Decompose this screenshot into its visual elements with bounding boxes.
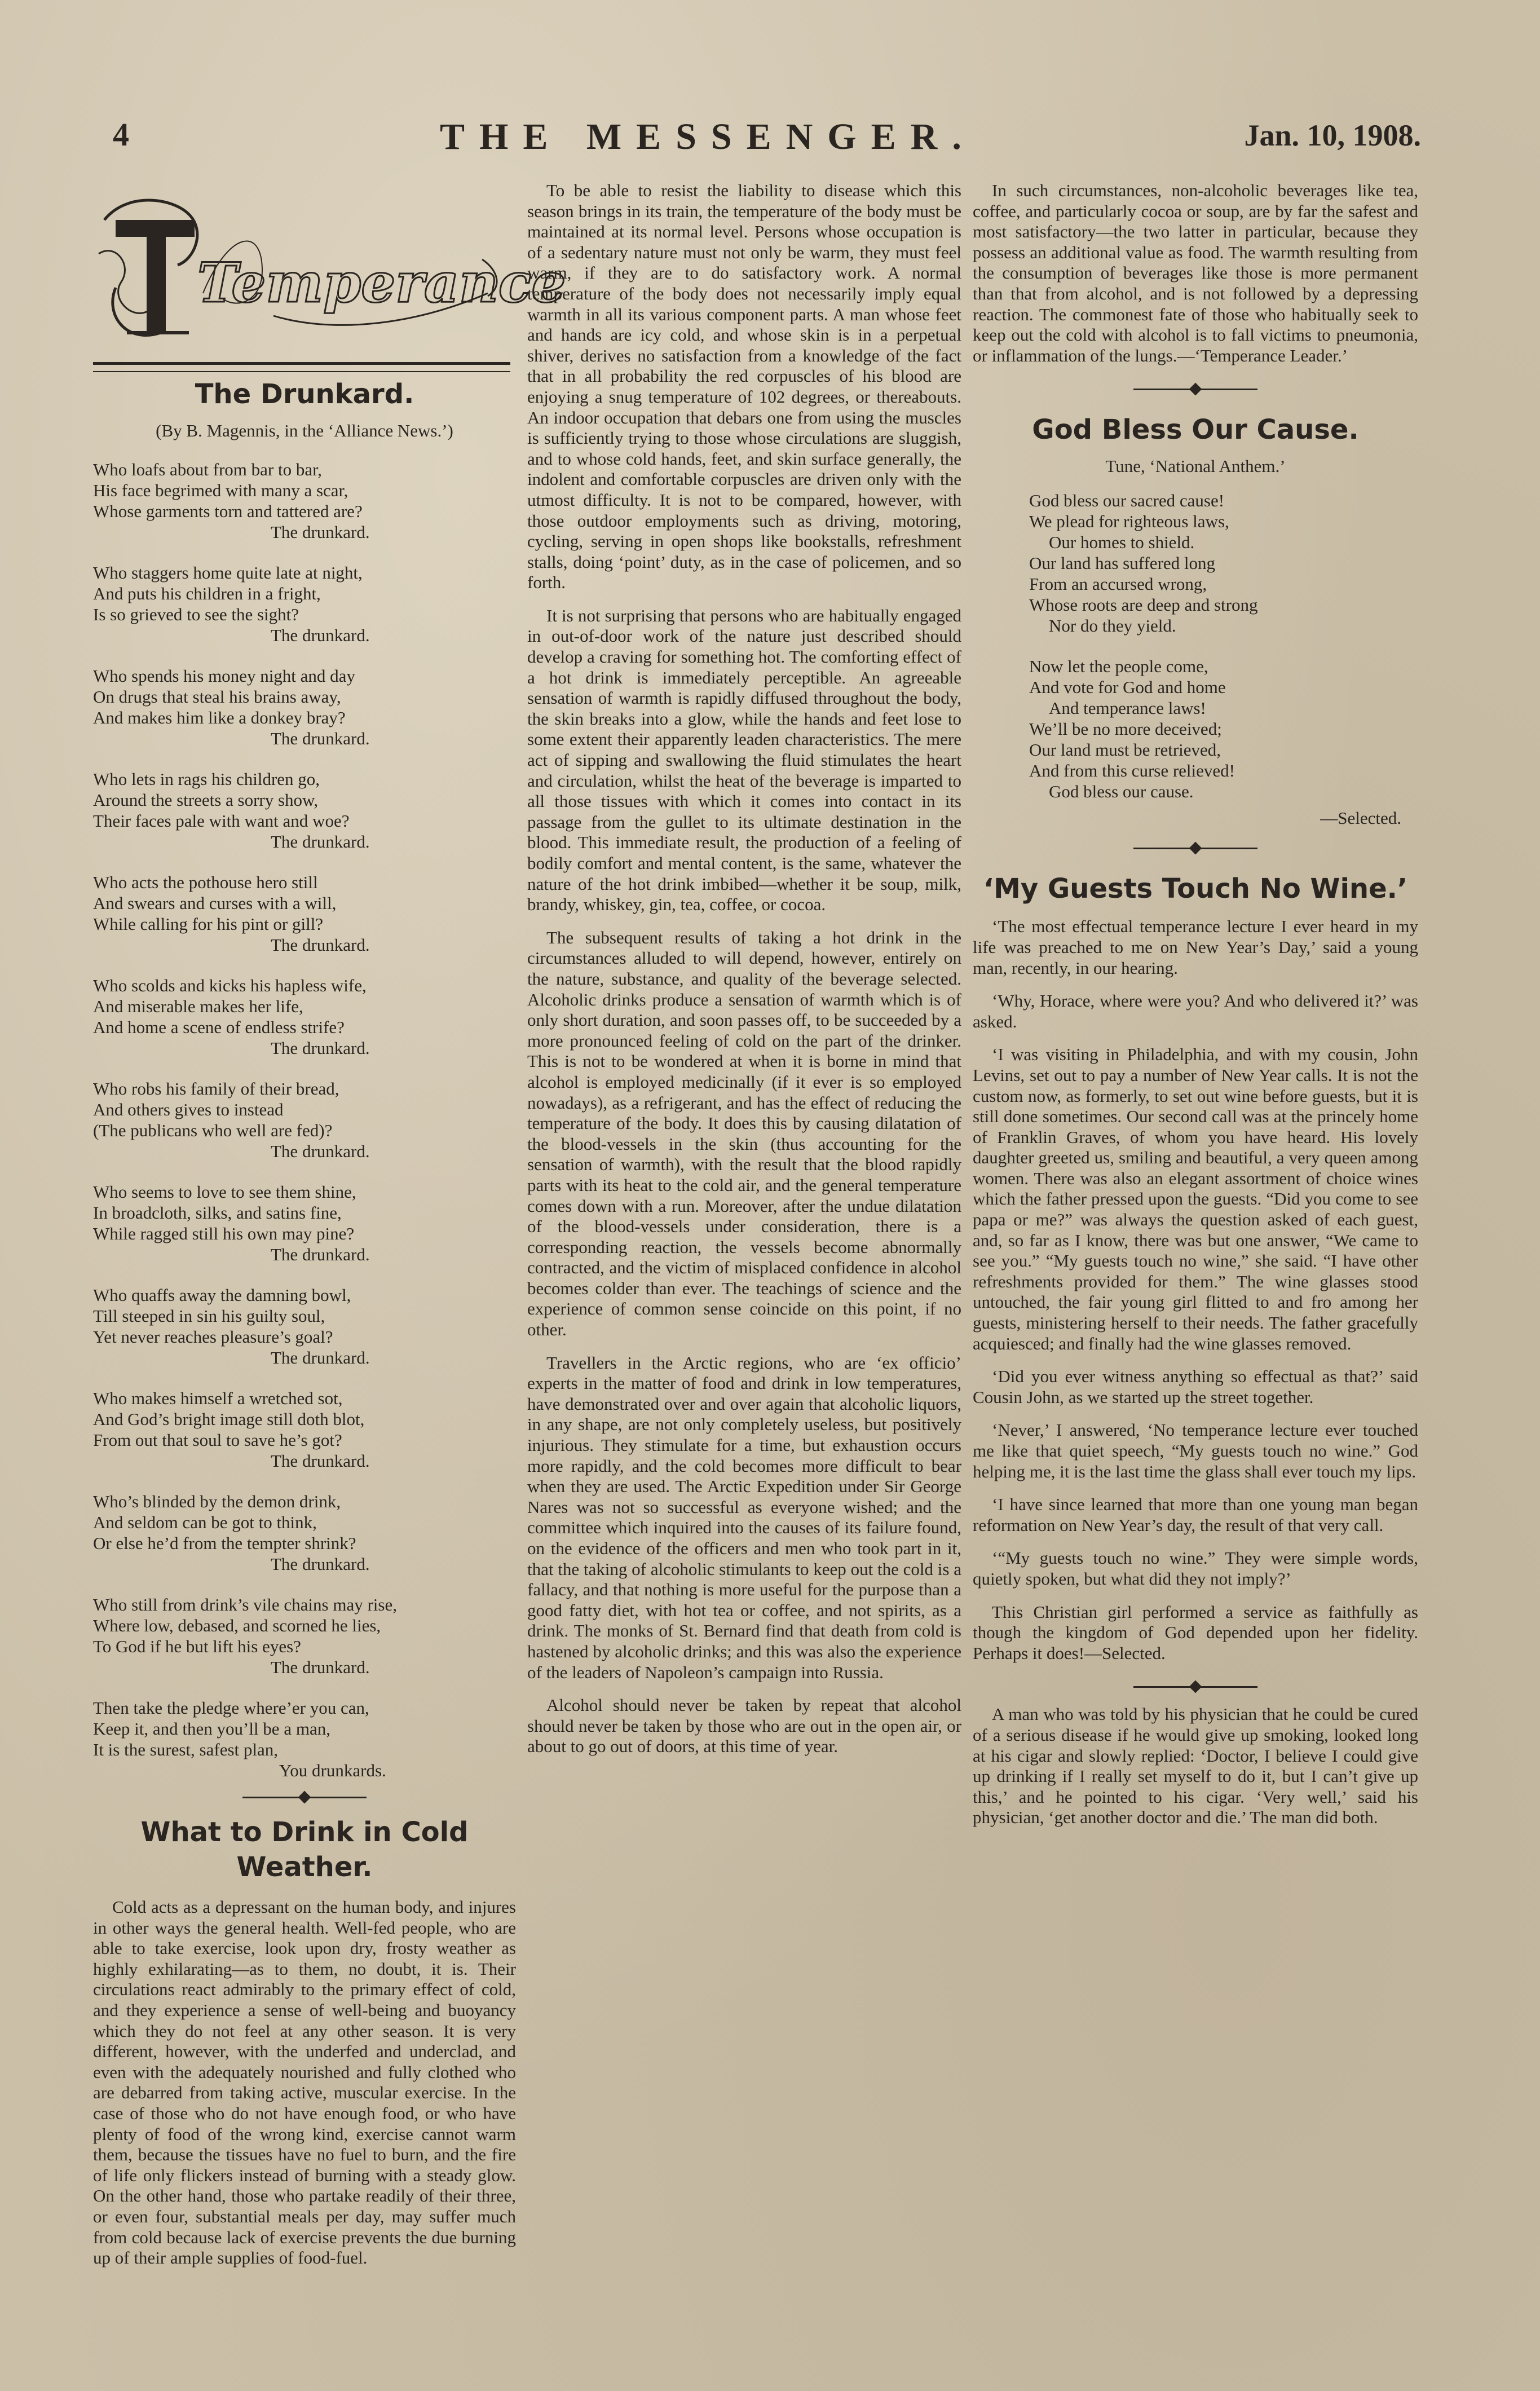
page-number: 4: [113, 116, 129, 153]
poem-line: And seldom can be got to think,: [93, 1512, 317, 1532]
poem-line: Their faces pale with want and woe?: [93, 811, 350, 831]
poem-line: Who still from drink’s vile chains may rise,: [93, 1595, 397, 1614]
poem-refrain: The drunkard.: [271, 1554, 370, 1574]
poem-refrain: The drunkard.: [271, 1348, 370, 1367]
section-divider: [1133, 1676, 1257, 1699]
poem-final-refrain: You drunkards.: [279, 1761, 386, 1780]
stanza-2: [93, 562, 516, 646]
poem-line: It is the surest, safest plan,: [93, 1740, 279, 1759]
hymn-stanza-2: [973, 656, 1418, 802]
paragraph: Alcohol should never be taken by repeat that alcohol should never be taken by those who are out in the open air, or about to go out of doors, at this time of year.: [527, 1695, 961, 1757]
poem-line: His face begrimed with many a scar,: [93, 480, 348, 500]
drink-title: What to Drink in Cold Weather.: [140, 1816, 469, 1883]
stanza-4: [93, 769, 516, 852]
poem-line: And makes him like a donkey bray?: [93, 708, 346, 727]
poem-line: Or else he’d from the tempter shrink?: [93, 1533, 356, 1553]
poem-line: And puts his children in a fright,: [93, 584, 321, 603]
hymn-line: Our homes to shield.: [1049, 532, 1195, 553]
drink-article-part-1: [93, 1897, 516, 2269]
paragraph: ‘Why, Horace, where were you? And who delivered it?’ was asked.: [973, 991, 1418, 1031]
poem-line: Who loafs about from bar to bar,: [93, 460, 322, 479]
poem-line: Who scolds and kicks his hapless wife,: [93, 976, 367, 995]
paragraph: ‘I have since learned that more than one young man began reformation on New Year’s day, the result of that very call.: [973, 1494, 1418, 1535]
poem-line: And God’s bright image still doth blot,: [93, 1409, 365, 1429]
hymn-line: We plead for righteous laws,: [1029, 511, 1229, 532]
newspaper-title: THE MESSENGER.: [440, 116, 976, 157]
column-3: [973, 180, 1418, 2216]
poem-line: Whose garments torn and tattered are?: [93, 501, 363, 521]
poem-line: In broadcloth, silks, and satins fine,: [93, 1203, 342, 1223]
column-1: [93, 180, 566, 2268]
guests-article: [973, 916, 1418, 1664]
hymn-credit: —Selected.: [1320, 808, 1401, 828]
stanza-6: [93, 975, 516, 1058]
hymn-line: Our land has suffered long: [1029, 553, 1216, 574]
issue-date: Jan. 10, 1908.: [1244, 118, 1421, 152]
stanza-9: [93, 1285, 516, 1368]
hymn-tune: Tune, ‘National Anthem.’: [1105, 456, 1286, 477]
poem-line: While ragged still his own may pine?: [93, 1224, 355, 1243]
poem-line: Then take the pledge where’er you can,: [93, 1698, 369, 1718]
poem-line: Is so grieved to see the sight?: [93, 605, 299, 624]
paragraph: The subsequent results of taking a hot drink in the circumstances alluded to will depend, however, entirely on the nature, substance, and quality of the beverage selected. Alcoholic drinks produce a sensation of warmth which is of only short duration, and soon passes off, to be succeeded by a more pronounced feeling of cold on the part of the drinker. This is not to be wondered at when it is borne in mind that alcohol is employed medicinally (if it ever is so employed nowadays), as a refrigerant, and has the effect of reducing the temperature of the body. It does this by causing dilatation of the blood-vessels in the skin (thus accounting for the sensation of warmth), with the result that the blood rapidly parts with its heat to the cold air, and the general temperature comes down with a run. Moreover, after the undue dilatation of the blood-vessels under consideration, there is a corresponding reaction, the vessels become abnormally contracted, and the victim of misplaced confidence in alcohol becomes colder than ever. The teachings of science and the experience of common sense coincide on this point, if no other.: [527, 927, 961, 1340]
stanza-8: [93, 1181, 516, 1265]
poem-line: And miserable makes her life,: [93, 996, 303, 1016]
paragraph: ‘The most effectual temperance lecture I ever heard in my life was preached to me on New Year’s Day,’ said a young man, recently, in our hearing.: [973, 916, 1418, 978]
poem-line: Around the streets a sorry show,: [93, 790, 319, 810]
hymn-line: And from this curse relieved!: [1029, 761, 1235, 781]
poem-line: Who acts the pothouse hero still: [93, 872, 318, 892]
stanza-final: [93, 1697, 516, 1781]
section-divider: [1133, 378, 1257, 401]
hymn-line: God bless our cause.: [1049, 782, 1194, 802]
poem-refrain: The drunkard.: [271, 832, 370, 852]
column-2: [527, 180, 961, 2216]
poem-refrain: The drunkard.: [271, 1038, 370, 1058]
stanza-7: [93, 1078, 516, 1162]
poem-line: While calling for his pint or gill?: [93, 914, 324, 934]
poem-refrain: The drunkard.: [271, 729, 370, 748]
poem-refrain: The drunkard.: [271, 1657, 370, 1677]
hymn-line: Nor do they yield.: [1049, 616, 1176, 636]
drunkard-title: The Drunkard.: [195, 378, 414, 410]
paragraph: In such circumstances, non-alcoholic beverages like tea, coffee, and particularly cocoa or soup, are by far the safest and most satisfactory—the two latter in particular, because they possess an additional value as food. The warmth resulting from the consumption of beverages like those is more permanent than that from alcohol, and is not followed by a depressing reaction. The commonest fate of those who habitually seek to keep out the cold with alcohol is to fall victims to pneumonia, or inflammation of the lungs.—‘Temperance Leader.’: [973, 180, 1418, 365]
hymn-line: Whose roots are deep and strong: [1029, 595, 1258, 615]
paragraph: ‘Never,’ I answered, ‘No temperance lecture ever touched me like that quiet speech, “My guests touch no wine.” God helping me, it is the last time the glass shall ever touch my lips.: [973, 1420, 1418, 1481]
stanza-3: [93, 665, 516, 749]
poem-line: Where low, debased, and scorned he lies,: [93, 1616, 381, 1635]
poem-line: And home a scene of endless strife?: [93, 1017, 345, 1037]
drunkard-poem: [93, 459, 516, 1781]
section-divider: [242, 1786, 367, 1809]
poem-line: Who quaffs away the damning bowl,: [93, 1285, 351, 1305]
poem-refrain: The drunkard.: [271, 1141, 370, 1161]
poem-line: To God if he but lift his eyes?: [93, 1636, 301, 1656]
stanza-5: [93, 872, 516, 955]
paragraph: This Christian girl performed a service as faithfully as though the kingdom of God depended upon her fidelity. Perhaps it does!—Selected.: [973, 1602, 1418, 1663]
hymn-line: And temperance laws!: [1049, 698, 1206, 718]
guests-title: ‘My Guests Touch No Wine.’: [983, 873, 1408, 905]
drink-article-part-2: [527, 180, 961, 1757]
poem-line: From out that soul to save he’s got?: [93, 1430, 342, 1450]
stanza-11: [93, 1491, 516, 1574]
poem-refrain: The drunkard.: [271, 1451, 370, 1471]
hymn-line: And vote for God and home: [1029, 677, 1226, 698]
drunkard-byline: (By B. Magennis, in the ‘Alliance News.’): [156, 421, 453, 440]
poem-line: And others gives to instead: [93, 1100, 284, 1119]
paragraph: A man who was told by his physician that he could be cured of a serious disease if he would give up smoking, looked long at his cigar and slowly replied: ‘Doctor, I believe I could give up drinking if I really set myself to do it, but I can’t give up this,’ and he pointed to his cigar. ‘Very well,’ said his physician, ‘get another doctor and die.’ The man did both.: [973, 1704, 1418, 1828]
stanza-12: [93, 1594, 516, 1678]
masthead-label: Temperance: [197, 251, 566, 315]
poem-refrain: The drunkard.: [271, 1245, 370, 1264]
paragraph: ‘Did you ever witness anything so effectual as that?’ said Cousin John, as we started up the street together.: [973, 1366, 1418, 1407]
temperance-logo-icon: [93, 180, 566, 375]
paragraph: ‘I was visiting in Philadelphia, and with my cousin, John Levins, set out to pay a number of New Year calls. It is not the custom now, as formerly, to set out wine before guests, but it is still done sometimes. Our second call was at the princely home of Franklin Graves, of whom you have heard. His lovely daughter greeted us, smiling and beautiful, a very queen among women. There was also an elegant assortment of choice wines which the father pressed upon the guests. “Did you come to see papa or me?” was always the question asked of each guest, and, so far as I know, there was but one answer, “We came to see you.” “My guests touch no wine,” she said. “I have other refreshments provided for them.” The wine glasses stood untouched, the fair young girl flitted to and fro among her guests, ministering herself to their needs. The father gracefully acquiesced; and finally had the wine glasses removed.: [973, 1044, 1418, 1353]
paragraph: It is not surprising that persons who are habitually engaged in out-of-door work of the nature just described should develop a craving for something hot. The comforting effect of a hot drink is immediately perceptible. An agreeable sensation of warmth is rapidly diffused throughout the body, the skin breaks into a glow, while the hands and feet lose to some extent their apparently leaden characteristics. The mere act of sipping and swallowing the fluid stimulates the heart and circulation, whilst the heat of the beverage is imparted to all those tissues with which it comes into contact in its passage from the gullet to its ultimate destination in the blood. This immediate result, the production of a feeling of bodily comfort and mental content, is the same, whatever the nature of the hot drink imbibed—whether it be soup, milk, brandy, whiskey, gin, tea, coffee, or cocoa.: [527, 605, 961, 915]
poem-line: Who’s blinded by the demon drink,: [93, 1492, 341, 1511]
poem-line: Keep it, and then you’ll be a man,: [93, 1719, 330, 1739]
poem-line: Yet never reaches pleasure’s goal?: [93, 1327, 333, 1347]
section-divider: [1133, 837, 1257, 860]
poem-refrain: The drunkard.: [271, 522, 370, 542]
poem-line: And swears and curses with a will,: [93, 893, 337, 913]
hymn-line: God bless our sacred cause!: [1029, 491, 1225, 511]
poem-line: Who lets in rags his children go,: [93, 769, 320, 789]
hymn-stanza-1: [973, 490, 1418, 636]
hymn-line: From an accursed wrong,: [1029, 574, 1207, 594]
poem-line: Who seems to love to see them shine,: [93, 1182, 356, 1202]
hymn-line: We’ll be no more deceived;: [1029, 719, 1222, 739]
hymn-line: Now let the people come,: [1029, 656, 1208, 677]
temperance-masthead: [93, 180, 566, 350]
stanza-1: [93, 459, 516, 542]
poem-line: Who makes himself a wretched sot,: [93, 1388, 343, 1408]
hymn-poem: [973, 490, 1418, 828]
poem-line: Who staggers home quite late at night,: [93, 563, 363, 583]
poem-line: (The publicans who well are fed)?: [93, 1120, 333, 1140]
paragraph: ‘“My guests touch no wine.” They were simple words, quietly spoken, but what did they not imply?’: [973, 1548, 1418, 1589]
stanza-10: [93, 1388, 516, 1471]
poem-line: Who spends his money night and day: [93, 666, 355, 686]
poem-line: On drugs that steal his brains away,: [93, 687, 341, 707]
poem-refrain: The drunkard.: [271, 625, 370, 645]
paragraph: Travellers in the Arctic regions, who are ‘ex officio’ experts in the matter of food and drink in low temperatures, have demonstrated over and over again that alcoholic liquors, in any shape, are not only completely useless, but positively injurious. They stimulate for a time, but exhaustion occurs more rapidly, and the cold becomes more difficult to bear when they are used. The Arctic Expedition under Sir George Nares was not so successful as everyone wished; and the committee which inquired into the causes of its failure found, on the evidence of the officers and men who took part in it, that the taking of alcoholic stimulants to keep out the cold is a fallacy, and that nothing is more useful for the purpose than a good fatty diet, with hot tea or coffee, and not spirits, as a drink. The monks of St. Bernard find that death from cold is hastened by alcoholic drinks; and this was also the experience of the leaders of Napoleon’s campaign into Russia.: [527, 1352, 961, 1682]
drink-article-part-3: [973, 180, 1418, 366]
page-header: [113, 116, 1421, 166]
smoking-anecdote: [973, 1704, 1418, 1828]
paragraph: To be able to resist the liability to disease which this season brings in its train, the temperature of the body must be maintained at its normal level. Persons whose occupation is of a sedentary nature must not only be warm, they must feel warm, if they are to do satisfactory work. A normal temperature of the body does not necessarily imply equal warmth in all its various component parts. A man whose feet and hands are icy cold, and whose skin is in a perpetual shiver, derives no satisfaction from a knowledge of the fact that in all probability the red corpuscles of his blood are enjoying a snug temperature of 102 degrees, or thereabouts. An indoor occupation that debars one from using the muscles is sufficiently trying to those whose circulations are sluggish, and to whose cold hands, feet, and skin surface generally, the indolent and comfortable corpuscles are driven only with the utmost difficulty. It is not to be compared, however, with those outdoor employments such as driving, motoring, cycling, serving in open shops like bookstalls, refreshment stalls, doing ‘point’ duty, as in the case of policemen, and so forth.: [527, 180, 961, 593]
poem-line: Till steeped in sin his guilty soul,: [93, 1306, 325, 1326]
poem-refrain: The drunkard.: [271, 935, 370, 955]
poem-line: Who robs his family of their bread,: [93, 1079, 339, 1099]
hymn-title: God Bless Our Cause.: [1032, 414, 1359, 446]
hymn-line: Our land must be retrieved,: [1029, 740, 1221, 760]
paragraph: Cold acts as a depressant on the human body, and injures in other ways the general health. Well-fed people, who are able to take exercise, look upon dry, frosty weather as highly exhilarating—as to them, no doubt, it is. Their circulations react admirably to the primary effect of cold, and they experience a sense of well-being and buoyancy which they do not feel at any other season. It is very different, however, with the underfed and underclad, and even with the adequately nourished and fully clothed who are debarred from taking active, muscular exercise. In the case of those who do not have enough food, or who have plenty of food of the wrong kind, exercise cannot warm them, because the tissues have no fuel to burn, and the fire of life only flickers instead of burning with a steady glow. On the other hand, those who partake readily of their three, or even four, substantial meals per day, may suffer much from cold because lack of exercise prevents the due burning up of their ample supplies of food-fuel.: [93, 1897, 516, 2268]
